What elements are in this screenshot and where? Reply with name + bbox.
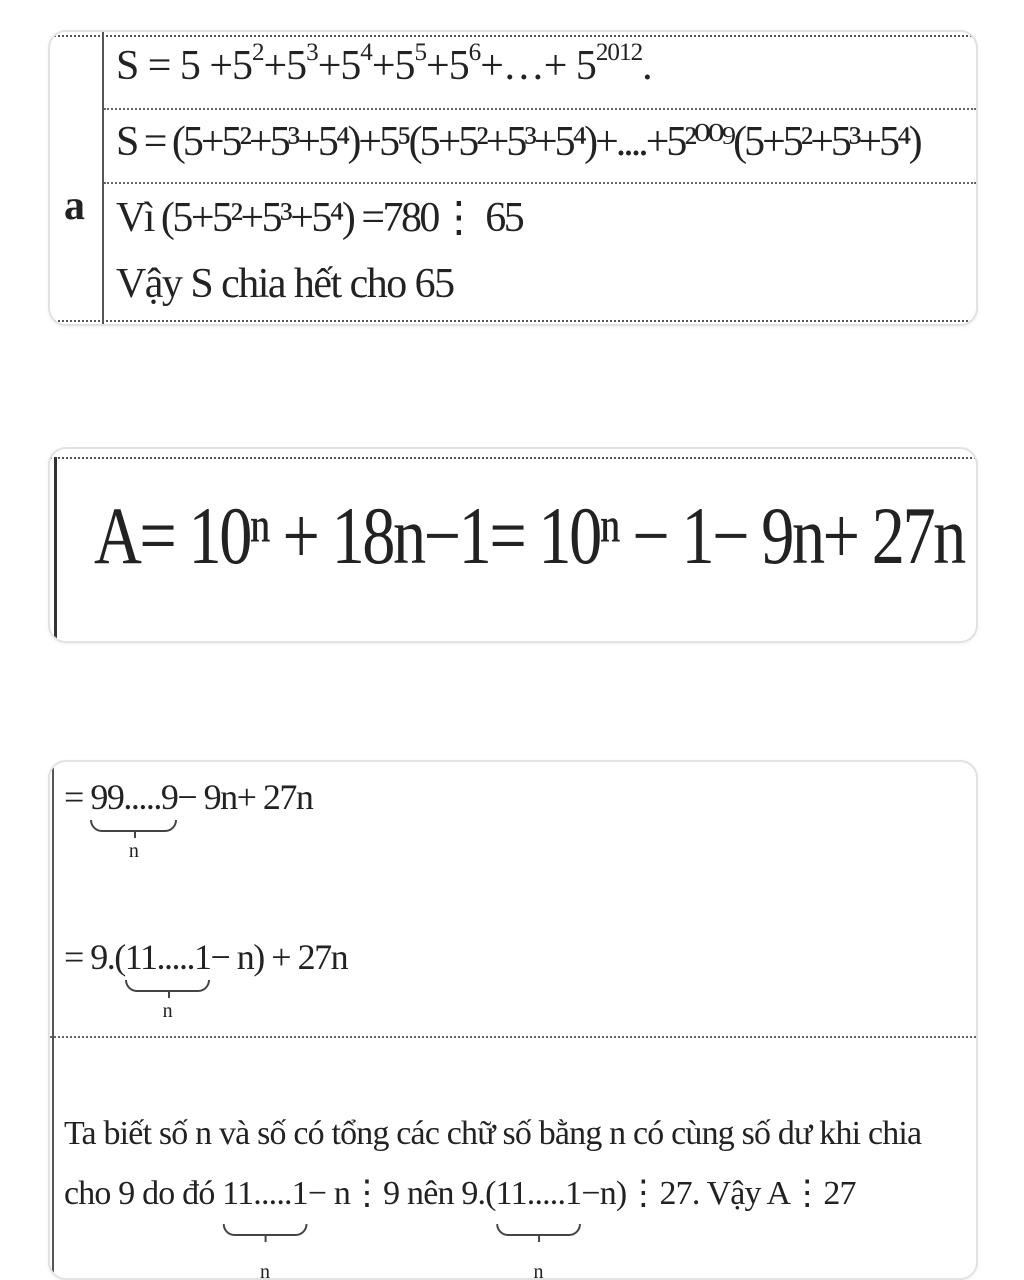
main-formula: A= 10ⁿ + 18n−1= 10ⁿ − 1− 9n+ 27n <box>94 490 964 581</box>
row-divider <box>104 182 976 184</box>
conclusion-line: Vậy S chia hết cho 65 <box>116 261 454 307</box>
bottom-dotted-border <box>50 320 976 322</box>
solution-part-b-box <box>48 760 978 1280</box>
explanation-line-1: Ta biết số n và số có tổng các chữ số bằng n có cùng số dư khi chia <box>64 1115 922 1152</box>
label-column <box>50 32 104 324</box>
equation-step-2: = 9.(11.....1 n − n) + 27n <box>64 937 348 1022</box>
underbrace-icon <box>90 820 177 832</box>
explanation-line-2: cho 9 do đó 11.....1 n − n⋮9 nên 9.(11.....1 n −n)⋮27. Vậy A⋮27 <box>64 1166 964 1222</box>
underbrace-icon <box>125 980 211 992</box>
divisibility-reason-line: Vì (5+5²+5³+5⁴) =780⋮ 65 <box>116 195 523 241</box>
solution-part-a-box <box>48 30 978 326</box>
row-divider <box>104 108 976 110</box>
left-border <box>52 768 54 1272</box>
underbrace-icon <box>496 1224 582 1236</box>
part-label: a <box>64 183 85 229</box>
underbrace-icon <box>222 1224 308 1236</box>
underbrace-group: 11.....1 n <box>124 937 211 1022</box>
underbrace-group: 99.....9 n <box>90 777 178 862</box>
top-dotted-border <box>50 457 976 459</box>
equation-step-1: = 99.....9 n − 9n+ 27n <box>64 777 313 862</box>
underbrace-group: 11.....1 n <box>495 1175 582 1280</box>
section-divider <box>50 1036 976 1038</box>
sum-definition-line: $S = 5 +5^2+5^3+5^4+5^5+5^6+\dots+ 5^{2012}$. <box>116 39 652 89</box>
top-dotted-border <box>50 35 976 37</box>
underbrace-group: 11.....1 n <box>222 1175 308 1280</box>
formula-box <box>48 447 978 643</box>
grouped-sum-line: S = (5+5²+5³+5⁴)+5⁵(5+5²+5³+5⁴)+....+5²⁰⁰⁹(5+5²+5³+5⁴) <box>116 119 920 165</box>
left-border <box>54 457 57 641</box>
